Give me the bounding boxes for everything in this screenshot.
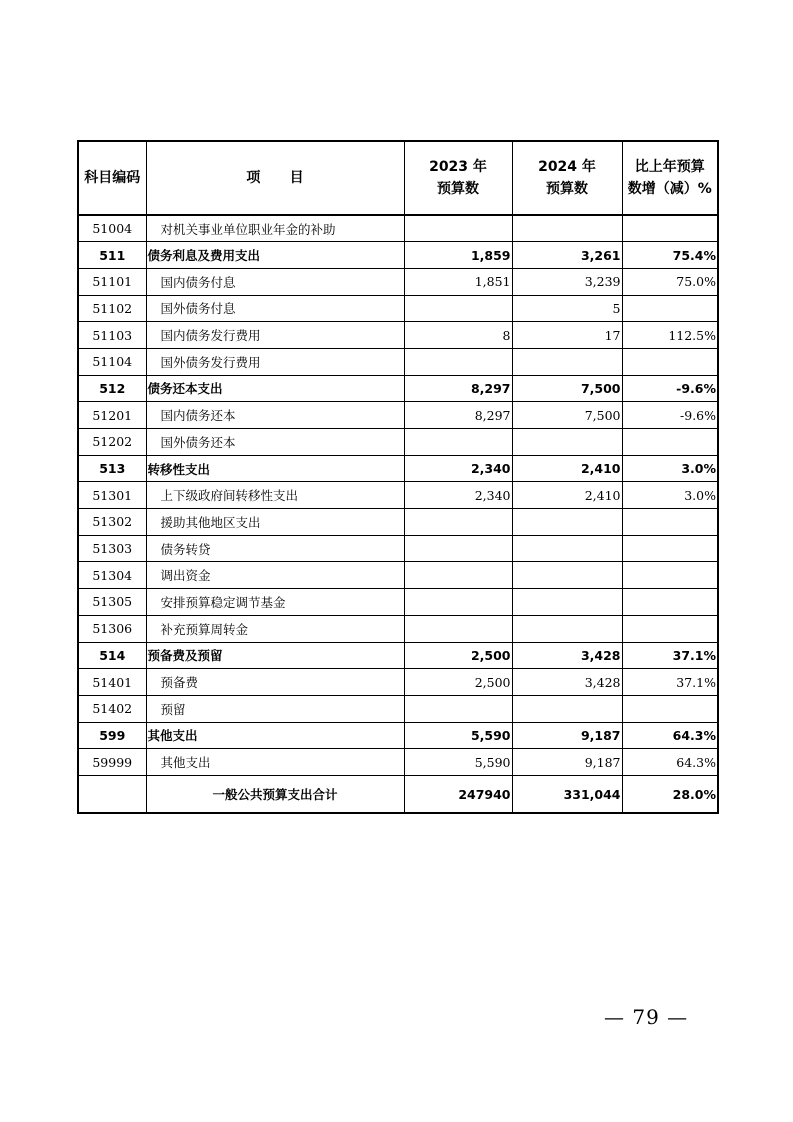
row-2024-value: [512, 615, 622, 642]
row-2023-value: [404, 615, 512, 642]
row-code: 51104: [78, 348, 146, 375]
header-2023: [404, 141, 512, 215]
row-2023-value: [404, 215, 512, 242]
row-item: 国外债务发行费用: [146, 348, 404, 375]
budget-expenditure-table: [77, 140, 719, 814]
row-2023-value: [404, 348, 512, 375]
table-row-category: [78, 722, 718, 749]
row-2023-value: 8,297: [404, 375, 512, 402]
table-row: [78, 589, 718, 616]
table-row: [78, 295, 718, 322]
row-item: 债务利息及费用支出: [146, 242, 404, 269]
row-2024-value: 7,500: [512, 402, 622, 429]
row-2023-value: 2,340: [404, 455, 512, 482]
table-row: [78, 615, 718, 642]
row-2023-value: [404, 535, 512, 562]
row-item: 预留: [146, 695, 404, 722]
row-2023-value: 1,851: [404, 268, 512, 295]
row-change-pct: [622, 295, 718, 322]
total-change-pct: 28.0%: [622, 775, 718, 813]
row-2023-value: 2,500: [404, 642, 512, 669]
header-2024-year: 2024 年: [538, 159, 596, 175]
row-item: 其他支出: [146, 749, 404, 776]
table-row: [78, 429, 718, 456]
row-2023-value: [404, 562, 512, 589]
row-item: 国外债务付息: [146, 295, 404, 322]
header-2024: [512, 141, 622, 215]
row-2024-value: 9,187: [512, 722, 622, 749]
table-row-total: [78, 775, 718, 813]
row-change-pct: -9.6%: [622, 375, 718, 402]
row-change-pct: 75.0%: [622, 268, 718, 295]
row-code: 51305: [78, 589, 146, 616]
row-change-pct: [622, 509, 718, 536]
table-row: [78, 215, 718, 242]
row-2024-value: [512, 562, 622, 589]
row-code: 51401: [78, 669, 146, 696]
table-row: [78, 749, 718, 776]
row-change-pct: [622, 348, 718, 375]
row-2024-value: [512, 695, 622, 722]
header-code: 科目编码: [78, 141, 146, 215]
row-item: 补充预算周转金: [146, 615, 404, 642]
table-row-category: [78, 455, 718, 482]
row-2023-value: [404, 695, 512, 722]
row-item: 安排预算稳定调节基金: [146, 589, 404, 616]
row-item: 转移性支出: [146, 455, 404, 482]
header-2023-year: 2023 年: [429, 159, 487, 175]
row-change-pct: 3.0%: [622, 455, 718, 482]
header-change-line2: 数增（减）%: [627, 181, 712, 197]
row-change-pct: -9.6%: [622, 402, 718, 429]
row-code: 599: [78, 722, 146, 749]
row-code: 51301: [78, 482, 146, 509]
row-change-pct: 112.5%: [622, 322, 718, 349]
row-item: 债务转贷: [146, 535, 404, 562]
row-2024-value: 3,239: [512, 268, 622, 295]
table-row: [78, 509, 718, 536]
row-2023-value: [404, 295, 512, 322]
row-2024-value: 2,410: [512, 482, 622, 509]
row-2024-value: [512, 215, 622, 242]
row-2024-value: [512, 589, 622, 616]
row-code: 51304: [78, 562, 146, 589]
table-row: [78, 669, 718, 696]
row-2023-value: 8: [404, 322, 512, 349]
row-2024-value: [512, 535, 622, 562]
header-2024-label: 预算数: [546, 181, 588, 197]
row-2024-value: 17: [512, 322, 622, 349]
row-code: 51402: [78, 695, 146, 722]
row-item: 援助其他地区支出: [146, 509, 404, 536]
row-code: 51303: [78, 535, 146, 562]
table-row: [78, 535, 718, 562]
row-2023-value: 8,297: [404, 402, 512, 429]
row-item: 调出资金: [146, 562, 404, 589]
total-2023-value: 247940: [404, 775, 512, 813]
row-code: 51202: [78, 429, 146, 456]
row-2023-value: 5,590: [404, 749, 512, 776]
row-code: 514: [78, 642, 146, 669]
row-code: 51102: [78, 295, 146, 322]
row-code: 51306: [78, 615, 146, 642]
row-item: 国外债务还本: [146, 429, 404, 456]
row-2023-value: 2,340: [404, 482, 512, 509]
row-code: 51004: [78, 215, 146, 242]
header-2023-label: 预算数: [437, 181, 479, 197]
header-item: 项 目: [146, 141, 404, 215]
row-2024-value: 3,428: [512, 669, 622, 696]
row-2023-value: [404, 509, 512, 536]
row-2023-value: 2,500: [404, 669, 512, 696]
row-change-pct: [622, 562, 718, 589]
row-2023-value: [404, 589, 512, 616]
row-change-pct: 37.1%: [622, 642, 718, 669]
table-row-category: [78, 642, 718, 669]
row-code: 59999: [78, 749, 146, 776]
total-label: 一般公共预算支出合计: [146, 775, 404, 813]
row-change-pct: [622, 615, 718, 642]
row-code: 51103: [78, 322, 146, 349]
row-item: 其他支出: [146, 722, 404, 749]
row-change-pct: [622, 535, 718, 562]
row-code: 51201: [78, 402, 146, 429]
row-item: 国内债务付息: [146, 268, 404, 295]
header-change: [622, 141, 718, 215]
row-2023-value: 5,590: [404, 722, 512, 749]
row-code: 51302: [78, 509, 146, 536]
row-item: 预备费及预留: [146, 642, 404, 669]
row-2024-value: [512, 509, 622, 536]
table-row: [78, 322, 718, 349]
total-2024-value: 331,044: [512, 775, 622, 813]
row-2024-value: 3,428: [512, 642, 622, 669]
row-item: 债务还本支出: [146, 375, 404, 402]
row-item: 国内债务还本: [146, 402, 404, 429]
table-row: [78, 268, 718, 295]
row-change-pct: [622, 215, 718, 242]
row-change-pct: 64.3%: [622, 749, 718, 776]
row-change-pct: [622, 695, 718, 722]
row-code: 513: [78, 455, 146, 482]
row-code: 511: [78, 242, 146, 269]
row-change-pct: [622, 589, 718, 616]
table-row: [78, 482, 718, 509]
page-number: — 79 —: [604, 1005, 689, 1029]
row-2024-value: 3,261: [512, 242, 622, 269]
row-item: 对机关事业单位职业年金的补助: [146, 215, 404, 242]
row-code: 512: [78, 375, 146, 402]
table-row-category: [78, 242, 718, 269]
row-2024-value: [512, 348, 622, 375]
table-row: [78, 348, 718, 375]
row-change-pct: 37.1%: [622, 669, 718, 696]
row-2024-value: 7,500: [512, 375, 622, 402]
row-2023-value: [404, 429, 512, 456]
row-2024-value: 2,410: [512, 455, 622, 482]
row-2024-value: [512, 429, 622, 456]
table-row-category: [78, 375, 718, 402]
row-code: 51101: [78, 268, 146, 295]
table-row: [78, 695, 718, 722]
row-change-pct: 3.0%: [622, 482, 718, 509]
header-change-line1: 比上年预算: [634, 159, 705, 175]
row-item: 预备费: [146, 669, 404, 696]
table-row: [78, 562, 718, 589]
table-header-row: [78, 141, 718, 215]
row-item: 上下级政府间转移性支出: [146, 482, 404, 509]
row-2023-value: 1,859: [404, 242, 512, 269]
row-item: 国内债务发行费用: [146, 322, 404, 349]
row-2024-value: 9,187: [512, 749, 622, 776]
row-change-pct: [622, 429, 718, 456]
row-change-pct: 64.3%: [622, 722, 718, 749]
total-code: [78, 775, 146, 813]
row-2024-value: 5: [512, 295, 622, 322]
table-row: [78, 402, 718, 429]
row-change-pct: 75.4%: [622, 242, 718, 269]
